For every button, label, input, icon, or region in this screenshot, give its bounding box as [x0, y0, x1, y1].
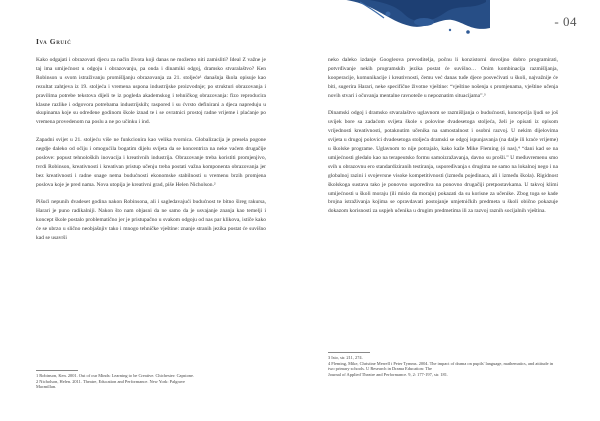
footnote: Journal of Applied Theatre and Performance. 9, 2: 177-197, str. 181.: [328, 371, 449, 377]
footnotes-right: [328, 355, 558, 378]
page-number: - 04: [554, 14, 577, 29]
footnotes-left: [36, 373, 266, 390]
footnote: 4 Fleming, Mike, Christine Merrell i Peter Tymms. 2004. The impact of drama on pupils' language, mathematics, and attitude in two primary schools. U Research in Drama Education: The: [328, 360, 554, 372]
paragraph: Dinamski odgoj i dramsko stvaralaštvo uglavnom se razmišljanja o budućnosti, koncepcija ljudi se još uvijek bore sa zadaćom svijeta škole s polovine dvadesetoga stoljeća, želi je opisati iz opisom vrijednosti kreativnosti, potaknutim učenika na samostalnost i osobni razvoj. U nekim dijelovima svijeta u drugoj polovici dvadesetoga stoljeća dramski se odgoj ispunjavanja (na dalje ili kraće vrijeme) u školske programe. Uglavnom to nije potrajalo, kako kaže Mike Fleming (ó nas),⁴ “dani kad se na umijećnosti gledalo kao na terapeutsko formu samoizražavanja, davno su prošli.” U međuvremenu smo svih u obrazovnu ero standardiziranih testiranja, uspoređivanja s drugima ne samo na lokalnoj nego i na globalnoj razini i svojevrsne visoke kompetitivnosti (između pojedinaca, ali i između škola). Rigidnost školskoga sustava tako je ponovno usporediva na ponovno drugačiji pretpostavkama. U takvoj klimi umijećnosti u školi moraju (ili mislo da moraju) pokazati da su korisne za učenike. Zbog toga se kade brojna istraživanja kojima se opravdavati postojanje umjetničkih predmeta u školi obično pokazuje dokazom korisnosti za uspjeh učenika u drugim predmetima ili za razvoj raznih socijalnih vještina.: [328, 110, 558, 215]
paragraph: neko daleko izdanje Googleova prevoditelja, počnu li konzistorni dovoljno dobro programirati, potvrđivanje nekih programskih jezika postat će suvišno… Onim kombinacija razmišljanja, kooperacije, komunikacije i kreativnosti, čemu već danas tuđe djece posvećivati u školi, najvažnije će biti, sugerira Harari, neke specifične životne vještine: “vještine nošenja s promjenama, vještine učenja novih stvari i očuvanja mentalne ravnoteže u nepoznatim situacijama”.³: [328, 57, 558, 99]
paragraph: Kako odgajati i obrazovati djecu za način života koji danas ne možemo niti zamisliti? Ideal Z važne je taj ima umijećnost u odgoju i obrazovanju, pa onda i dinamiki odgoj, dramsko stvaralaštvo? Ken Robinson u svom istraživanju promišljanju obrazovanja za 21. stoljeće¹ današnja škola opisuje kao rezultat zahtjeva iz 19. stoljeća i vremena uspona industrijske proizvodnje; po strukturi obrazovanja i pravilima potrebe tekstova dijeli te iz pogleda akademskog i tehničkog obrazovanja: fizo reproducira klasne razlike i odgovora potrebama industrijskih; raspored i su ćvrsto definirani a djeca napreduju u skupinama koje su određene godinom škole iznad te i se ovratnici prostoj radne vrijeme i plaćanje po vremena provedenom na poslu a ne po učinku i ind.: [36, 57, 266, 126]
footnote-divider: [328, 352, 370, 353]
paragraph: Pišući nepunih dvadeset godina nakon Robinsona, ali i sagledavajući budućnost te bitno šireg rakursa, Harari je puno radikalniji. Nakon što nam objasni da ne samo da je usvajanje znanja kao temelji i koncept škole postalo problematično jer je pristupačno u svakom odgoju od nas par klikova, ističe kako će se ubrzo u slično neobjašnjiv tako i mnogo tehničke vještine: znanje stranih jezika postat će suvišno kad se usavrši: [36, 199, 266, 242]
paragraph: Zapadni svijet u 21. stoljeću više ne funkcionira kao velika tvornica. Globalizacija je presela pogone negdje daleko od očiju i omogućila bogatim dijelu svijeta da se koncentrira na neke vaćem drugačije poslove: popust tehnoloških inovacija i kreativnih industrija. Obrazovanje treba koristiti promjenjivo, tvrdi Robinson, kreativnosti i kreativan pristup učenju treba postati važna komponenta obrazovanja jer bez kreativnosti i radne snage nema budućnosti ekonomske stabilnosti u vremenu brzih promjena poslova koje je pred nama. Nova utopija je kreativni grad, piše Helen Nicholson.²: [36, 137, 266, 188]
left-text-column: [36, 56, 266, 252]
footnote: 2 Nicholson, Helen. 2011. Theatre, Education and Performance. New York: Palgrave: [36, 378, 185, 384]
footnote-divider: [36, 370, 78, 371]
footnote: 3 Isto, str. 211, 274.: [328, 355, 363, 360]
footnote: Macmillan.: [36, 384, 57, 390]
ink-splash-decoration: [300, 0, 490, 40]
running-header-author: Iva Gruić: [36, 37, 72, 46]
footnote: 1 Robinson, Ken. 2001. Out of our Minds: Learning to be Creative. Chichester: Capstone.: [36, 373, 195, 378]
right-text-column: [328, 56, 558, 225]
